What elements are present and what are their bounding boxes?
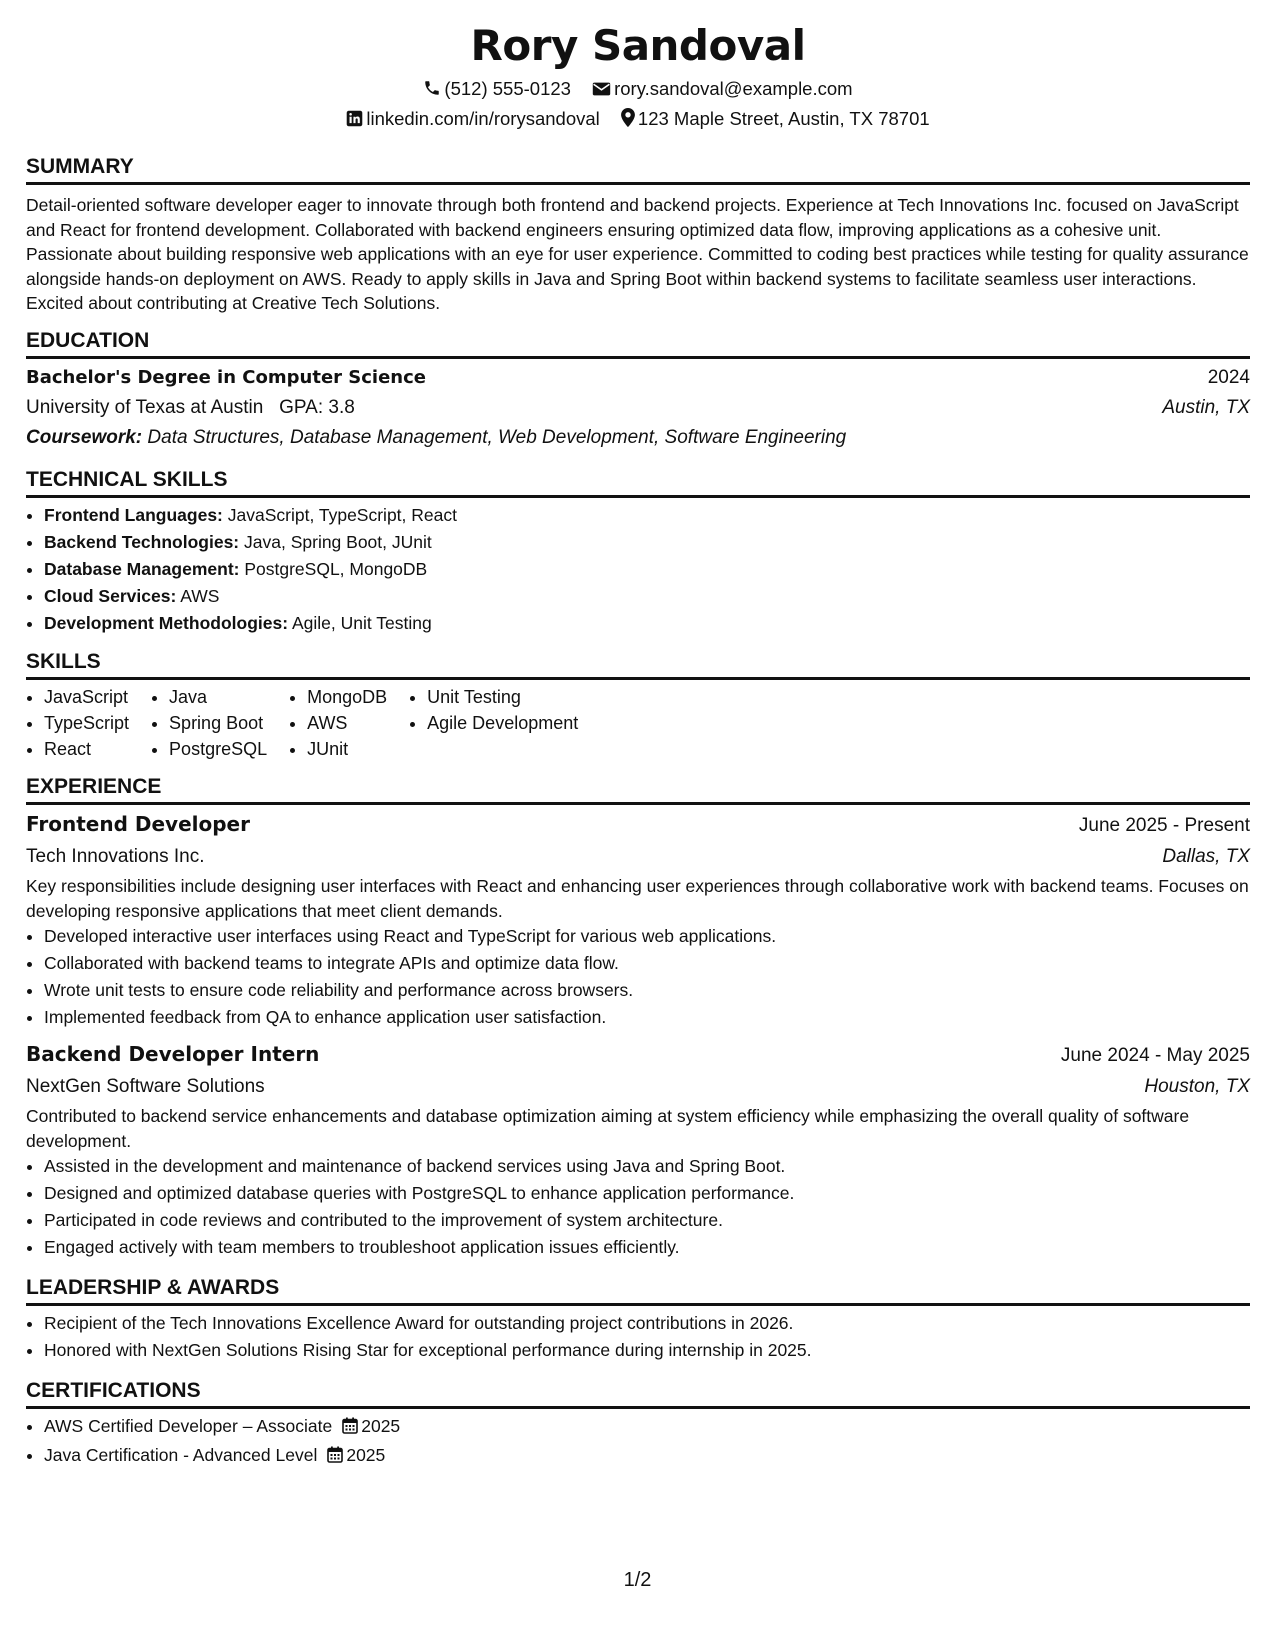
list-item: • Agile Development: [427, 710, 578, 736]
list-item: • MongoDB: [307, 684, 387, 710]
map-pin-icon: [621, 106, 635, 136]
certifications-heading: CERTIFICATIONS: [26, 1378, 1250, 1409]
list-item: • AWS: [307, 710, 387, 736]
education-row-1: [26, 363, 1250, 393]
technical-skills-list: [26, 502, 1250, 637]
list-item: • Developed interactive user interfaces using React and TypeScript for various web applications.: [44, 923, 1250, 950]
skill-values: Java, Spring Boot, JUnit: [244, 531, 432, 552]
experience-section: [26, 774, 1250, 1261]
list-item: • PostgreSQL: [169, 736, 267, 762]
experience-heading: EXPERIENCE: [26, 774, 1250, 805]
education-heading: EDUCATION: [26, 328, 1250, 359]
skill-category: Backend Technologies:: [44, 531, 240, 552]
education-section: [26, 328, 1250, 453]
certification-year: 2025: [361, 1416, 401, 1437]
school-name: University of Texas at Austin: [26, 396, 264, 418]
list-item: • Wrote unit tests to ensure code reliability and performance across browsers.: [44, 977, 1250, 1004]
skill-values: JavaScript, TypeScript, React: [227, 504, 457, 525]
awards-heading: LEADERSHIP & AWARDS: [26, 1275, 1250, 1306]
certification-name: Java Certification - Advanced Level: [44, 1445, 318, 1466]
technical-skills-heading: TECHNICAL SKILLS: [26, 467, 1250, 498]
job-entry-2: [26, 1039, 1250, 1261]
certifications-section: [26, 1378, 1250, 1471]
skill-category: Frontend Languages:: [44, 504, 223, 525]
skill-category: Database Management:: [44, 558, 240, 579]
job-company: NextGen Software Solutions: [26, 1076, 265, 1098]
awards-section: [26, 1275, 1250, 1364]
job-title: Backend Developer Intern: [26, 1042, 320, 1067]
list-item: • Spring Boot: [169, 710, 267, 736]
gpa: GPA: 3.8: [279, 396, 355, 418]
list-item: • JUnit: [307, 736, 387, 762]
email-text: rory.sandoval@example.com: [614, 78, 853, 99]
address-contact: [621, 104, 930, 136]
certifications-list: [26, 1413, 1250, 1471]
graduation-year: 2024: [1207, 366, 1250, 388]
job-header: [26, 809, 1250, 841]
contact-line-2: [26, 104, 1250, 134]
list-item: • TypeScript: [44, 710, 129, 736]
list-item: • Participated in code reviews and contributed to the improvement of system architecture.: [44, 1207, 1250, 1234]
skills-column-2: [151, 684, 267, 762]
list-item: • Implemented feedback from QA to enhance application user satisfaction.: [44, 1004, 1250, 1031]
contact-line-1: [26, 74, 1250, 104]
degree-name: Bachelor's Degree in Computer Science: [26, 366, 426, 388]
skill-values: AWS: [180, 585, 220, 606]
list-item: • Honored with NextGen Solutions Rising Star for exceptional performance during internship in 2025.: [44, 1337, 1250, 1364]
job-description: Contributed to backend service enhancements and database optimization aiming at system efficiency while emphasizing the overall quality of software development.: [26, 1106, 1190, 1151]
skill-category: Development Methodologies:: [44, 612, 289, 633]
calendar-icon: [327, 1444, 343, 1471]
technical-skills-section: [26, 467, 1250, 637]
certification-name: AWS Certified Developer – Associate: [44, 1416, 333, 1437]
list-item: [44, 610, 1250, 637]
skills-column-4: [409, 684, 578, 762]
summary-text: Detail-oriented software developer eager to innovate through both frontend and backend projects. Experience at Tech Innovations Inc. focused on JavaScript and React for frontend development. Collaborated with backend engineers ensuring optimized data flow, improving applications as a cohesive unit. Passionate about building responsive web applications with an eye for user experience. Committed to coding best practices while testing for quality assurance alongside hands-on deployment on AWS. Ready to apply skills in Java and Spring Boot within backend systems to facilitate seamless user interactions. Excited about contributing at Creative Tech Solutions.: [26, 195, 1249, 314]
skill-category: Cloud Services:: [44, 585, 177, 606]
job-dates: June 2025 - Present: [1078, 814, 1250, 836]
summary-heading: SUMMARY: [26, 154, 1250, 185]
linkedin-icon: [346, 106, 363, 136]
envelope-icon: [592, 76, 611, 106]
list-item: [44, 1442, 1250, 1471]
list-item: [44, 556, 1250, 583]
job-bullets: [26, 923, 1250, 1031]
job-description: Key responsibilities include designing user interfaces with React and enhancing user experiences through collaborative work with backend teams. Focuses on developing responsive applications that meet client demands.: [26, 875, 1249, 921]
list-item: [44, 502, 1250, 529]
candidate-name: Rory Sandoval: [470, 21, 806, 70]
skill-values: PostgreSQL, MongoDB: [244, 558, 428, 579]
job-bullets: [26, 1153, 1250, 1261]
coursework-list: Data Structures, Database Management, Web Development, Software Engineering: [147, 426, 847, 448]
list-item: • Java: [169, 684, 267, 710]
job-title: Frontend Developer: [26, 811, 250, 836]
job-subheader: [26, 1071, 1250, 1102]
page-number: 1/2: [623, 1569, 652, 1591]
list-item: • Recipient of the Tech Innovations Excellence Award for outstanding project contributions in 2026.: [44, 1310, 1250, 1337]
awards-list: [26, 1310, 1250, 1364]
job-header: [26, 1039, 1250, 1071]
job-location: Dallas, TX: [1162, 845, 1250, 867]
certification-year: 2025: [346, 1445, 386, 1466]
email-contact[interactable]: [592, 74, 852, 106]
phone-icon: [423, 76, 441, 106]
address-text: 123 Maple Street, Austin, TX 78701: [637, 108, 930, 129]
list-item: • Designed and optimized database queries with PostgreSQL to enhance application performance.: [44, 1180, 1250, 1207]
list-item: • JavaScript: [44, 684, 129, 710]
list-item: • Unit Testing: [427, 684, 578, 710]
school-location: Austin, TX: [1162, 396, 1250, 418]
phone-contact[interactable]: [423, 74, 571, 106]
skills-column-1: [26, 684, 129, 762]
coursework-line: [26, 423, 1250, 453]
list-item: • Assisted in the development and maintenance of backend services using Java and Spring Boot.: [44, 1153, 1250, 1180]
calendar-icon: [342, 1415, 358, 1442]
job-entry-1: [26, 809, 1250, 1031]
job-dates: June 2024 - May 2025: [1060, 1045, 1250, 1067]
coursework-label: Coursework:: [26, 426, 143, 448]
summary-section: [26, 154, 1250, 316]
skill-values: Agile, Unit Testing: [291, 612, 432, 633]
resume-page: [26, 18, 1250, 1471]
job-company: Tech Innovations Inc.: [26, 845, 205, 867]
education-row-2: [26, 393, 1250, 423]
school-info: [26, 393, 355, 423]
skills-columns: [26, 684, 1250, 762]
linkedin-contact[interactable]: [346, 104, 599, 136]
list-item: [44, 583, 1250, 610]
list-item: • Engaged actively with team members to troubleshoot application issues efficiently.: [44, 1234, 1250, 1261]
list-item: [44, 529, 1250, 556]
skills-section: [26, 649, 1250, 762]
skills-heading: SKILLS: [26, 649, 1250, 680]
skills-column-3: [289, 684, 387, 762]
list-item: [44, 1413, 1250, 1442]
phone-text: (512) 555-0123: [444, 78, 571, 99]
job-location: Houston, TX: [1144, 1076, 1250, 1098]
job-subheader: [26, 841, 1250, 872]
list-item: • React: [44, 736, 129, 762]
linkedin-text: linkedin.com/in/rorysandoval: [366, 108, 600, 129]
list-item: • Collaborated with backend teams to integrate APIs and optimize data flow.: [44, 950, 1250, 977]
